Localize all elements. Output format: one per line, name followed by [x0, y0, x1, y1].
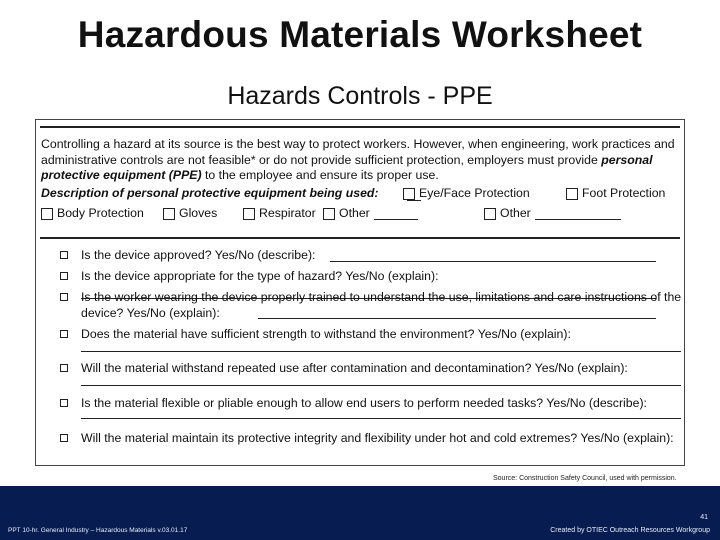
footer-credit: Created by OTIEC Outreach Resources Workgroup [550, 527, 710, 534]
middle-divider [40, 237, 680, 239]
answer-line[interactable] [330, 261, 656, 262]
checkbox[interactable] [163, 208, 175, 220]
question-checkbox[interactable] [60, 434, 68, 442]
answer-line[interactable] [81, 351, 681, 352]
page-number: 41 [700, 514, 708, 521]
ppe-option-foot[interactable]: Foot Protection [566, 186, 665, 202]
checkbox[interactable] [323, 208, 335, 220]
ppe-option-other-2[interactable]: Other [484, 206, 621, 222]
question-text: Will the material withstand repeated use after contamination and decontamination? Yes/No (explain): [81, 361, 628, 375]
question-text: Is the device appropriate for the type of hazard? Yes/No (explain): [81, 269, 439, 283]
question-text: Is the worker wearing the device properly trained to understand the use, limitations and care instructions of the device? Yes/No (explain): [81, 290, 682, 320]
question-checkbox[interactable] [60, 364, 68, 372]
question-text: Is the device approved? Yes/No (describe): [81, 248, 316, 262]
checkbox[interactable] [243, 208, 255, 220]
ppe-option-eye-face[interactable]: Eye/Face Protection [403, 186, 530, 202]
intro-paragraph [41, 137, 681, 184]
answer-line[interactable] [81, 418, 681, 419]
checkbox[interactable] [403, 188, 415, 200]
answer-line[interactable] [81, 385, 681, 386]
answer-line[interactable] [258, 318, 656, 319]
ppe-option-body[interactable]: Body Protection [41, 206, 144, 222]
source-citation: Source: Construction Safety Council, used with permission. [493, 475, 677, 482]
checkbox[interactable] [484, 208, 496, 220]
intro-text: Controlling a hazard at its source is the best way to protect workers. However, when engineering, work practices and administrative controls are not feasible* or do not provide sufficient protection, employers must provide [41, 137, 675, 167]
intro-ppe-emphasis: personal protective equipment (PPE) [41, 152, 653, 182]
ppe-option-gloves[interactable]: Gloves [163, 206, 217, 222]
other-1-blank[interactable] [374, 207, 418, 220]
ppe-description-label: Description of personal protective equipment being used: [41, 186, 379, 200]
question-checkbox[interactable] [60, 399, 68, 407]
intro-text-end: to the employee and ensure its proper use. [201, 168, 439, 182]
checkbox[interactable] [41, 208, 53, 220]
question-checkbox[interactable] [60, 293, 68, 301]
ppe-option-other-1[interactable]: Other [323, 206, 418, 222]
other-2-blank[interactable] [535, 207, 621, 220]
footer-course-label: PPT 10-hr. General Industry – Hazardous Materials v.03.01.17 [8, 527, 188, 534]
ppe-worksheet-form [35, 119, 685, 466]
ppe-row-1 [41, 186, 681, 204]
question-checkbox[interactable] [60, 272, 68, 280]
page-subtitle: Hazards Controls - PPE [227, 82, 493, 110]
question-checkbox[interactable] [60, 251, 68, 259]
question-checkbox[interactable] [60, 330, 68, 338]
ppe-option-respirator[interactable]: Respirator [243, 206, 316, 222]
checkbox[interactable] [566, 188, 578, 200]
top-divider [40, 126, 680, 128]
page-title: Hazardous Materials Worksheet [77, 14, 643, 55]
question-text: Will the material maintain its protective integrity and flexibility under hot and cold extremes? Yes/No (explain): [81, 431, 674, 445]
question-text: Is the material flexible or pliable enough to allow end users to perform needed tasks? Yes/No (describe): [81, 396, 647, 410]
ppe-row-2 [41, 206, 681, 224]
footer-bar [0, 486, 720, 540]
question-text: Does the material have sufficient strength to withstand the environment? Yes/No (explain): [81, 327, 571, 341]
